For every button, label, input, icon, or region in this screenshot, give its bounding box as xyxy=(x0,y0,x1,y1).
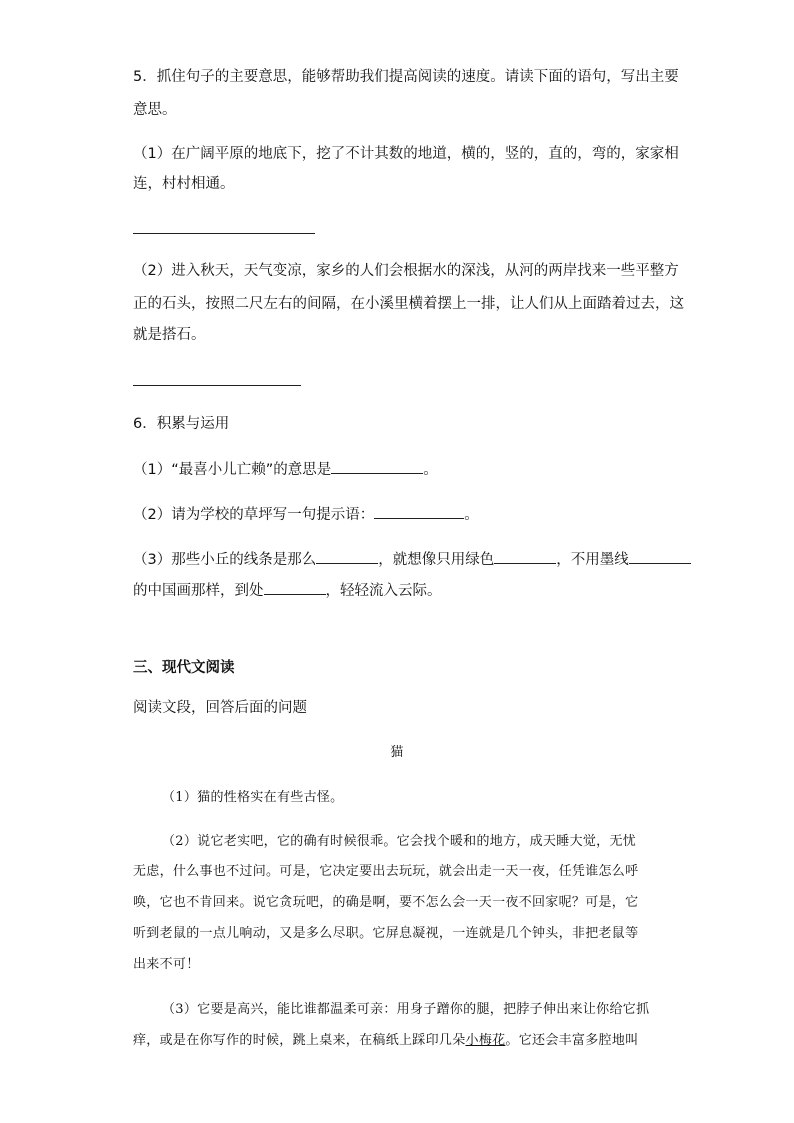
q6-item1-text: （1）“最喜小儿亡赖”的意思是 xyxy=(133,462,332,478)
q5-item1-line2: 连，村村相通。 xyxy=(133,176,235,192)
q6-item2-end: 。 xyxy=(464,507,479,523)
q6-item1-end: 。 xyxy=(423,462,438,478)
q6-item3-blank-2[interactable] xyxy=(494,549,556,564)
passage-p1: （1）猫的性格实在有些古怪。 xyxy=(162,790,344,805)
q6-item3-text-a: （3）那些小丘的线条是那么 xyxy=(133,552,317,568)
passage-p3-line2-end: 。它还会丰富多腔地叫 xyxy=(505,1033,639,1048)
q6-item3-text-d: 的中国画那样，到处 xyxy=(133,583,264,599)
q6-item2-blank[interactable] xyxy=(374,504,464,519)
q5-item2-line1: （2）进入秋天，天气变凉，家乡的人们会根据水的深浅，从河的两岸找来一些平整方 xyxy=(133,263,679,279)
passage-p3-line1: （3）它要是高兴，能比谁都温柔可亲：用身子蹭你的腿，把脖子伸出来让你给它抓 xyxy=(162,1002,650,1017)
q5-item1-line1: （1）在广阔平原的地底下，挖了不计其数的地道，横的，竖的，直的，弯的，家家相 xyxy=(133,146,679,162)
section3-heading: 三、现代文阅读 xyxy=(133,660,235,676)
section3-instruction: 阅读文段，回答后面的问题 xyxy=(133,700,307,716)
q6-item3-line2 xyxy=(133,580,442,600)
q6-item3-blank-1[interactable] xyxy=(316,549,378,564)
q5-title-line1: 5．抓住句子的主要意思，能够帮助我们提高阅读的速度。请读下面的语句，写出主要 xyxy=(133,69,679,85)
passage-p2-line1: （2）说它老实吧，它的确有时候很乖。它会找个暖和的地方，成天睡大觉，无忧 xyxy=(162,834,637,849)
q6-title: 6．积累与运用 xyxy=(133,416,230,432)
q5-answer-line-2[interactable] xyxy=(133,385,301,386)
q6-item3-text-b: ，就想像只用绿色 xyxy=(378,552,495,568)
passage-p2-line3: 唤，它也不肯回来。说它贪玩吧，的确是啊，要不怎么会一天一夜不回家呢？可是，它 xyxy=(133,895,639,910)
q5-answer-line-1[interactable] xyxy=(133,233,315,234)
q6-item3-blank-4[interactable] xyxy=(264,580,326,595)
q6-item3-text-e: ，轻轻流入云际。 xyxy=(325,583,442,599)
passage-p2-line4: 听到老鼠的一点儿响动，又是多么尽职。它屏息凝视，一连就是几个钟头，非把老鼠等 xyxy=(133,926,639,941)
q5-item2-line3: 就是搭石。 xyxy=(133,327,206,343)
q6-item3-text-c: ，不用墨线 xyxy=(556,552,629,568)
q5-title-line2: 意思。 xyxy=(133,102,177,118)
q5-item2-line2: 正的石头，按照二尺左右的间隔，在小溪里横着摆上一排，让人们从上面踏着过去，这 xyxy=(133,296,684,312)
q6-item2 xyxy=(133,504,479,524)
q6-item1 xyxy=(133,459,438,479)
passage-p3-line2 xyxy=(133,1032,638,1050)
q6-item2-text: （2）请为学校的草坪写一句提示语： xyxy=(133,507,375,523)
passage-p2-line5: 出来不可！ xyxy=(133,957,200,972)
q6-item3-blank-3[interactable] xyxy=(629,549,691,564)
underlined-phrase: 小梅花 xyxy=(465,1033,506,1048)
passage-p2-line2: 无虑，什么事也不过问。可是，它决定要出去玩玩，就会出走一天一夜，任凭谁怎么呼 xyxy=(133,864,639,879)
q6-item1-blank[interactable] xyxy=(331,459,423,474)
passage-p3-line2-text: 痒，或是在你写作的时候，跳上桌来，在稿纸上踩印几朵 xyxy=(133,1033,466,1048)
passage-title: 猫 xyxy=(390,745,404,760)
q6-item3-line1 xyxy=(133,549,691,569)
